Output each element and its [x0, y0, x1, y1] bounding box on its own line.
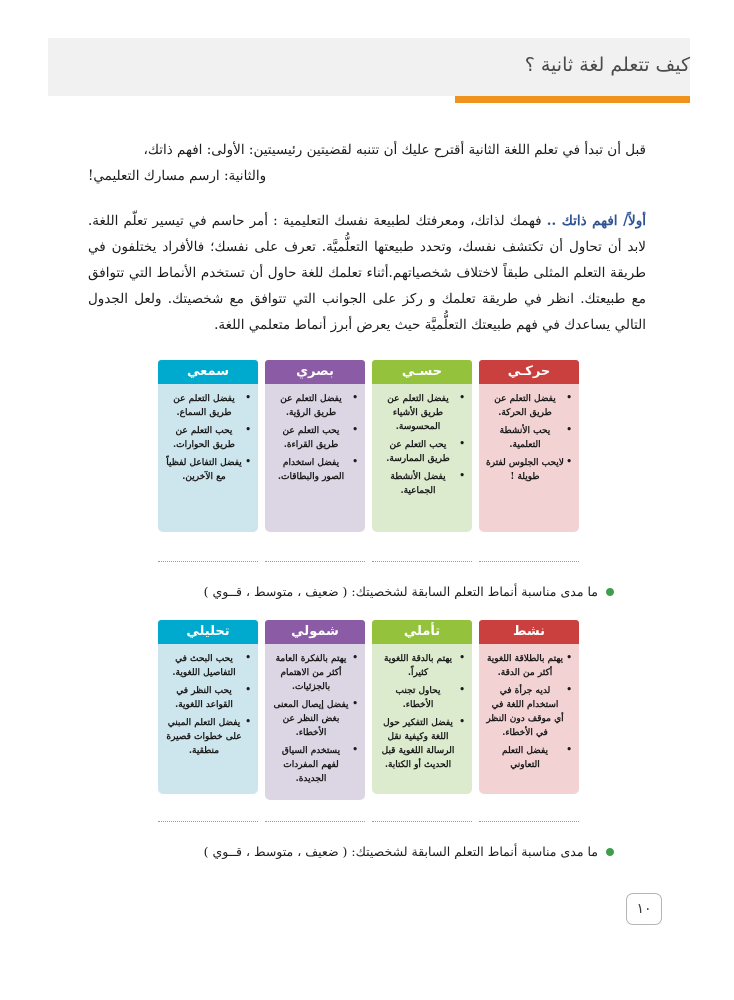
pattern-column-header: حسـي	[372, 360, 472, 384]
pattern-column-header: نشط	[479, 620, 579, 644]
pattern-column-body	[372, 384, 472, 532]
pattern-item: • يفضل التفاعل لفظياً مع الآخرين.	[165, 456, 251, 484]
answer-line[interactable]	[372, 818, 472, 822]
pattern-item-list	[486, 652, 572, 772]
pattern-item: • يفضل استخدام الصور والبطاقات.	[272, 456, 358, 484]
pattern-item: • يفضل التعلم عن طريق الرؤية.	[272, 392, 358, 420]
pattern-column-header: حركـي	[479, 360, 579, 384]
answer-lines-row-1	[158, 558, 580, 562]
pattern-item: • يحب التعلم عن طريق القراءة.	[272, 424, 358, 452]
pattern-column-body	[479, 384, 579, 532]
pattern-item: • يحب الأنشطة التعلمية.	[486, 424, 572, 452]
pattern-item: • يحب البحث في التفاصيل اللغوية.	[165, 652, 251, 680]
pattern-column	[158, 360, 258, 532]
intro-paragraph-2	[88, 208, 646, 338]
page-number: ١٠	[626, 893, 662, 925]
intro-paragraph-1	[88, 137, 646, 189]
answer-line[interactable]	[372, 558, 472, 562]
pattern-item-list	[165, 652, 251, 758]
pattern-item: • يستخدم السياق لفهم المفردات الجديدة.	[272, 744, 358, 786]
pattern-column-header: تحليلي	[158, 620, 258, 644]
pattern-column	[265, 360, 365, 532]
bullet-icon	[606, 848, 614, 856]
pattern-column	[372, 360, 472, 532]
pattern-item: • يفضل التعلم التعاوني	[486, 744, 572, 772]
pattern-item: • يفضل التفكير حول اللغة وكيفية نقل الرسالة اللغوية قبل الحديث أو الكتابة.	[379, 716, 465, 772]
bullet-icon	[606, 588, 614, 596]
pattern-column	[479, 360, 579, 532]
pattern-column	[265, 620, 365, 800]
pattern-item-list	[379, 392, 465, 498]
pattern-item: • يفضل إيصال المعنى بغض النظر عن الأخطاء.	[272, 698, 358, 740]
pattern-item: • يفضل التعلم عن طريق السماع.	[165, 392, 251, 420]
answer-line[interactable]	[158, 818, 258, 822]
pattern-item: • لايحب الجلوس لفترة طويلة !	[486, 456, 572, 484]
pattern-column	[372, 620, 472, 800]
pattern-column-body	[479, 644, 579, 794]
question-text: ما مدى مناسبة أنماط التعلم السابقة لشخصيتك: ( ضعيف ، متوسط ، قــوي )	[203, 584, 598, 599]
intro-paragraph-1-tail: والثانية: ارسم مسارك التعليمي!	[88, 168, 267, 184]
answer-line[interactable]	[158, 558, 258, 562]
pattern-column-body	[265, 644, 365, 800]
question-row-2	[204, 844, 614, 859]
page-title: كيف تتعلم لغة ثانية ؟	[524, 54, 690, 76]
pattern-item: • يحاول تجنب الأخطاء.	[379, 684, 465, 712]
pattern-column-body	[158, 384, 258, 532]
pattern-item: • يحب التعلم عن طريق الممارسة.	[379, 438, 465, 466]
answer-line[interactable]	[479, 818, 579, 822]
pattern-item: • يفضل التعلم المبني على خطوات قصيرة منطقية.	[165, 716, 251, 758]
pattern-item-list	[486, 392, 572, 484]
pattern-column-body	[265, 384, 365, 532]
pattern-column-header: شمولي	[265, 620, 365, 644]
pattern-item: • يهتم بالفكرة العامة أكثر من الاهتمام بالجزئيات.	[272, 652, 358, 694]
pattern-item: • يهتم بالدقة اللغوية كثيراً.	[379, 652, 465, 680]
question-row-1	[204, 584, 614, 599]
intro-paragraph-2-body: فهمك لذاتك، ومعرفتك لطبيعة نفسك التعليمية : أمر حاسم في تيسير تعلّم اللغة. لابد أن تحاول أن تكتشف نفسك، وتحدد طبيعتها التعلُّميَّة. تعرف على نفسك؛ فالأفراد يختلفون في طريقة التعلم المثلى طبقاً لاختلاف شخصياتهم.أثناء تعلمك للغة حاول أن تستخدم الأنماط التي تتوافق مع طبيعتك. انظر في طريقة تعلمك و ركز على الجوانب التي تتوافق مع شخصيتك. ولعل الجدول التالي يساعدك في فهم طبيعتك التعلُّميَّة حيث يعرض أبرز أنماط متعلمي اللغة.	[88, 213, 646, 333]
pattern-column-header: تأملي	[372, 620, 472, 644]
pattern-column	[158, 620, 258, 800]
pattern-item: • يفضل التعلم عن طريق الأشياء المحسوسة.	[379, 392, 465, 434]
pattern-column-header: بصري	[265, 360, 365, 384]
answer-line[interactable]	[265, 818, 365, 822]
pattern-item: • يحب النظر في القواعد اللغوية.	[165, 684, 251, 712]
learning-styles-table-2	[158, 620, 580, 800]
pattern-item-list	[379, 652, 465, 772]
pattern-item-list	[165, 392, 251, 484]
pattern-item-list	[272, 652, 358, 786]
answer-line[interactable]	[265, 558, 365, 562]
pattern-column-body	[372, 644, 472, 794]
answer-line[interactable]	[479, 558, 579, 562]
pattern-item: • لديه جرأة في استخدام اللغة في أي موقف دون النظر في الأخطاء.	[486, 684, 572, 740]
pattern-column-body	[158, 644, 258, 794]
intro-paragraph-1-main: قبل أن تبدأ في تعلم اللغة الثانية أقترح عليك أن تتنبه لقضيتين رئيسيتين: الأولى: افهم ذاتك،	[143, 142, 646, 158]
pattern-item: • يحب التعلم عن طريق الحوارات.	[165, 424, 251, 452]
pattern-column-header: سمعي	[158, 360, 258, 384]
question-text: ما مدى مناسبة أنماط التعلم السابقة لشخصيتك: ( ضعيف ، متوسط ، قــوي )	[203, 844, 598, 859]
header-accent-rule	[455, 96, 690, 103]
pattern-column	[479, 620, 579, 800]
pattern-item: • يفضل التعلم عن طريق الحركة.	[486, 392, 572, 420]
learning-styles-table-1	[158, 360, 580, 532]
pattern-item-list	[272, 392, 358, 484]
answer-lines-row-2	[158, 818, 580, 822]
intro-paragraph-2-lead: أولاً/ افهم ذاتك ..	[546, 213, 646, 229]
pattern-item: • يهتم بالطلاقة اللغوية أكثر من الدقة.	[486, 652, 572, 680]
pattern-item: • يفضل الأنشطة الجماعية.	[379, 470, 465, 498]
